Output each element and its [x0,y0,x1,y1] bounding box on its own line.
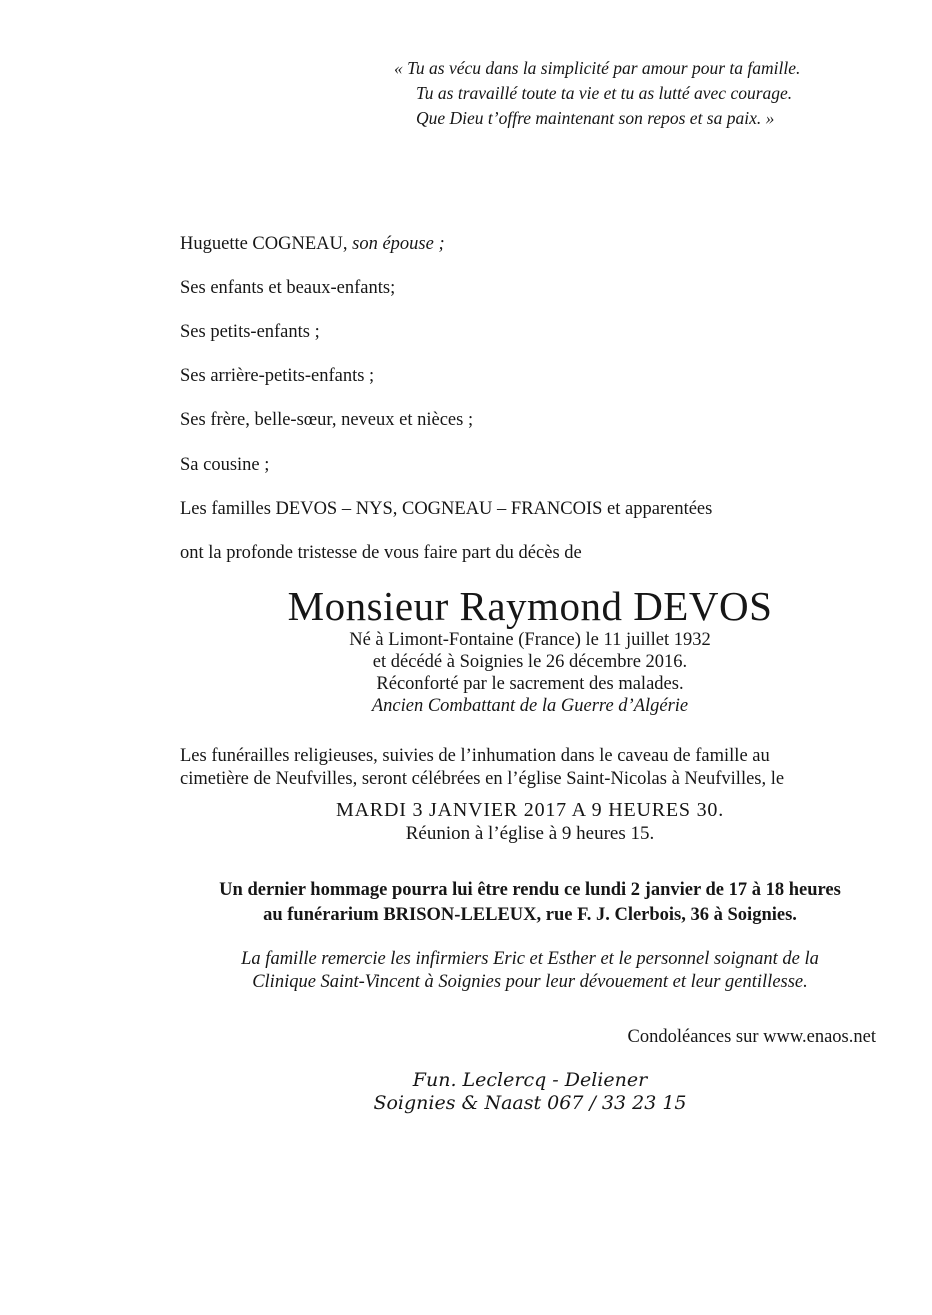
sacrament-line: Réconforté par le sacrement des malades. [376,674,684,694]
family-line: Ses enfants et beaux-enfants; [180,278,396,298]
funeral-home-location: Soignies & Naast 067 / 33 23 15 [373,1092,687,1114]
announcement-line: ont la profonde tristesse de vous faire part du décès de [180,543,582,563]
tribute-line: au funérarium BRISON-LELEUX, rue F. J. Clerbois, 36 à Soignies. [263,905,797,925]
condolences-line: Condoléances sur www.enaos.net [627,1027,876,1047]
deceased-name-title: Monsieur Raymond DEVOS [287,583,773,629]
family-thanks-block [180,948,880,994]
last-tribute-block [180,878,880,928]
funeral-line: cimetière de Neufvilles, seront célébrées en l’église Saint-Nicolas à Neufvilles, le [180,769,785,789]
thanks-line: La famille remercie les infirmiers Eric et Esther et le personnel soignant de la [241,949,819,969]
quote-line: « Tu as vécu dans la simplicité par amour pour ta famille. [394,58,801,78]
spouse-name: Huguette COGNEAU, [180,234,348,254]
birth-line: Né à Limont-Fontaine (France) le 11 juillet 1932 [349,630,711,650]
tribute-line: Un dernier hommage pourra lui être rendu ce lundi 2 janvier de 17 à 18 heures [219,880,841,900]
deceased-block [180,583,880,717]
funeral-home-name: Fun. Leclercq - Deliener [412,1069,648,1091]
funeral-line: Les funérailles religieuses, suivies de l’inhumation dans le caveau de famille au [180,746,770,766]
family-line: Les familles DEVOS – NYS, COGNEAU – FRANCOIS et apparentées [180,499,713,519]
family-spouse-line [180,234,445,255]
family-line: Sa cousine ; [180,455,270,475]
thanks-line: Clinique Saint-Vincent à Soignies pour leur dévouement et leur gentillesse. [252,972,808,992]
memorial-quote [394,56,800,131]
funeral-paragraph [180,745,900,791]
death-line: et décédé à Soignies le 26 décembre 2016. [372,652,688,672]
funeral-home-signature [180,1069,880,1115]
deceased-details [180,629,880,717]
family-line: Ses arrière-petits-enfants ; [180,366,375,386]
family-line: Ses petits-enfants ; [180,322,320,342]
ceremony-date: MARDI 3 JANVIER 2017 A 9 HEURES 30. [335,799,725,821]
church-meeting-time: Réunion à l’église à 9 heures 15. [405,823,655,844]
quote-line: Que Dieu t’offre maintenant son repos et sa paix. » [416,108,775,128]
veteran-line: Ancien Combattant de la Guerre d’Algérie [371,696,689,716]
spouse-relation: son épouse ; [352,234,445,254]
family-line: Ses frère, belle-sœur, neveux et nièces ; [180,410,474,430]
quote-line: Tu as travaillé toute ta vie et tu as lutté avec courage. [416,83,793,103]
ceremony-date-block [180,798,880,846]
